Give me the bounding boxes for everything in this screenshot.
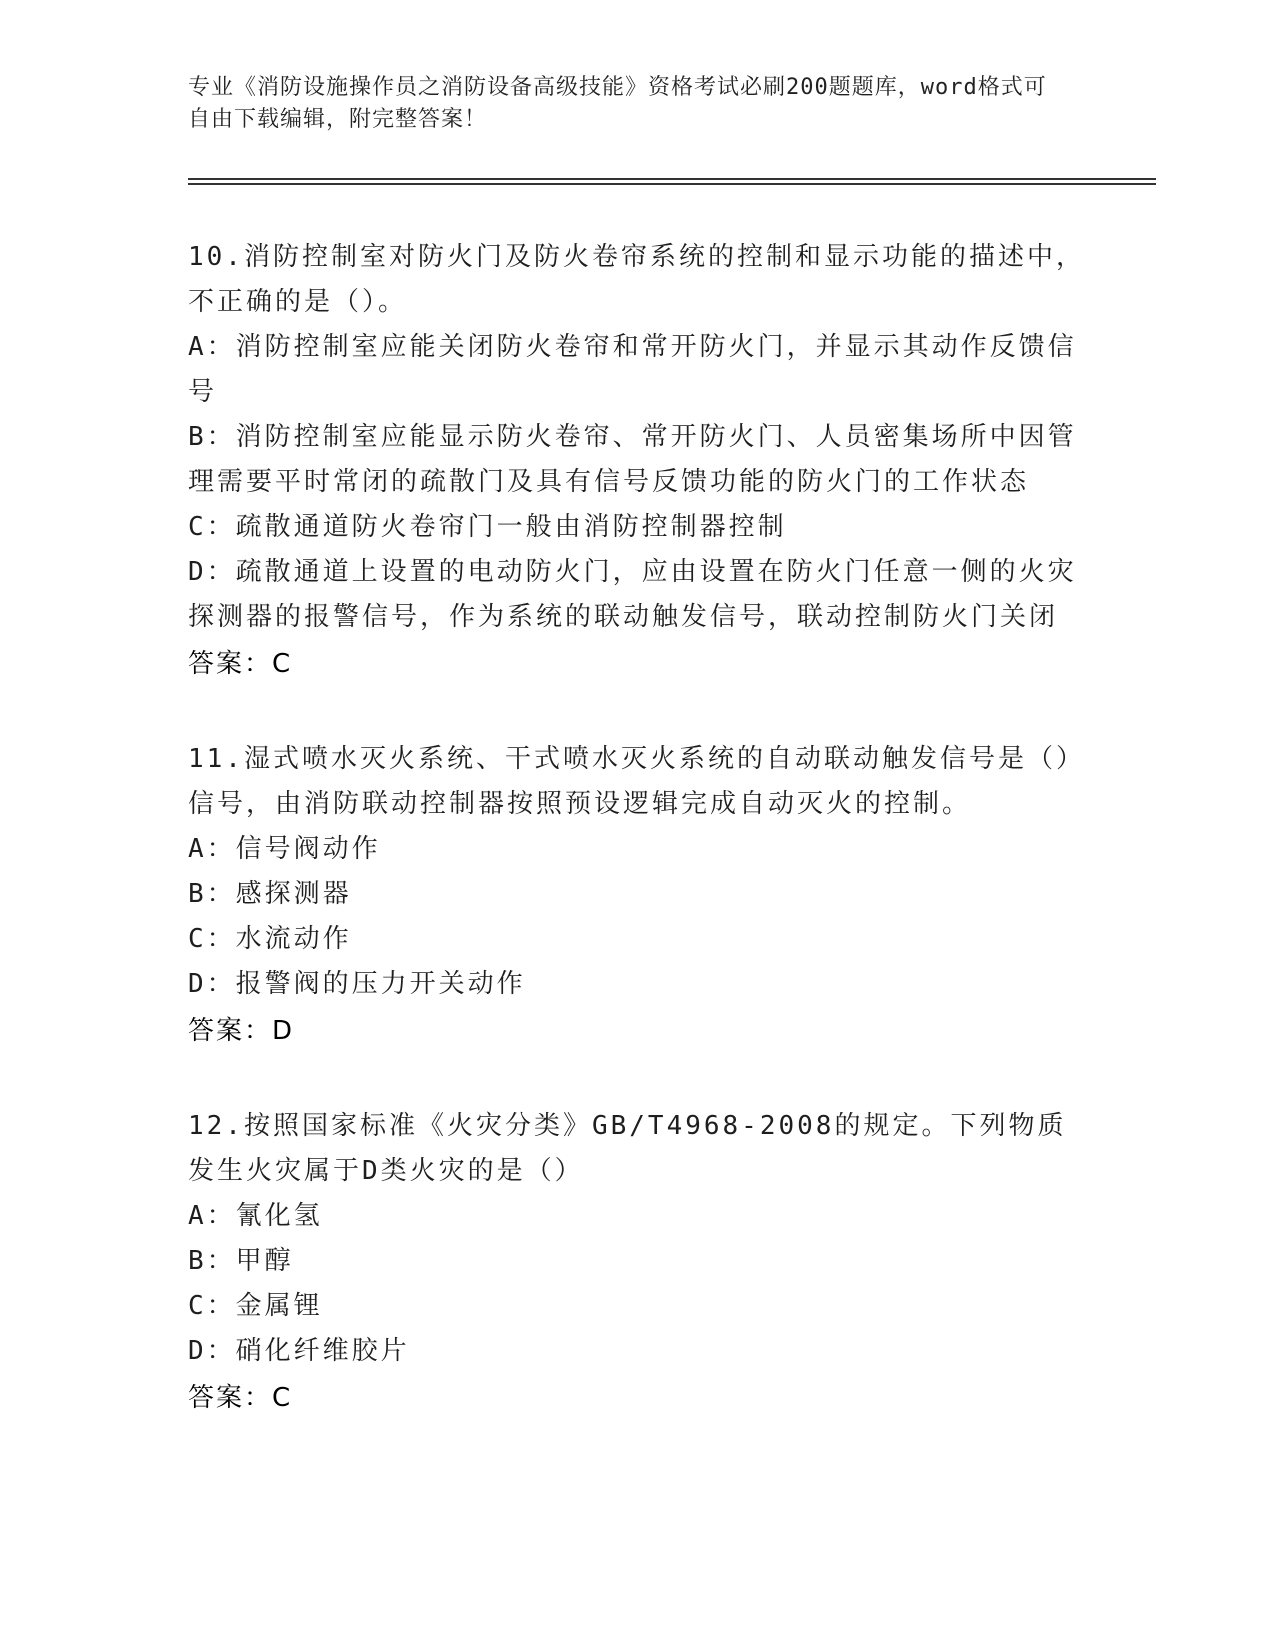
option-c: C：金属锂 [188,1291,323,1321]
answer: 答案：D [188,1016,295,1046]
option-d: D：疏散通道上设置的电动防火门，应由设置在防火门任意一侧的火灾探测器的报警信号，作为系统的联动触发信号，联动控制防火门关闭 [188,557,1077,632]
header-rule-bottom [188,183,1156,185]
question-stem: 12.按照国家标准《火灾分类》GB/T4968-2008的规定。下列物质发生火灾属于D类火灾的是（） [188,1111,1067,1186]
answer: 答案：C [188,649,293,679]
document-header: 专业《消防设施操作员之消防设备高级技能》资格考试必刷200题题库，word格式可自由下载编辑，附完整答案！ [188,75,1047,132]
option-d: D：硝化纤维胶片 [188,1336,410,1366]
option-b: B：甲醇 [188,1246,294,1276]
question-11 [188,737,1088,1054]
option-a: A：信号阀动作 [188,834,381,864]
question-stem: 11.湿式喷水灭火系统、干式喷水灭火系统的自动联动触发信号是（）信号，由消防联动控制器按照预设逻辑完成自动灭火的控制。 [188,744,1085,819]
option-a: A：消防控制室应能关闭防火卷帘和常开防火门，并显示其动作反馈信号 [188,332,1077,407]
question-list [188,235,1088,1471]
answer: 答案：C [188,1383,293,1413]
header-rule-top [188,178,1156,180]
question-12 [188,1104,1088,1421]
option-b: B：感探测器 [188,879,352,909]
option-c: C：水流动作 [188,924,352,954]
question-10 [188,235,1088,687]
option-c: C：疏散通道防火卷帘门一般由消防控制器控制 [188,512,787,542]
question-stem: 10.消防控制室对防火门及防火卷帘系统的控制和显示功能的描述中，不正确的是（）。 [188,242,1085,317]
option-a: A：氰化氢 [188,1201,323,1231]
option-d: D：报警阀的压力开关动作 [188,969,526,999]
option-b: B：消防控制室应能显示防火卷帘、常开防火门、人员密集场所中因管理需要平时常闭的疏散门及具有信号反馈功能的防火门的工作状态 [188,422,1077,497]
